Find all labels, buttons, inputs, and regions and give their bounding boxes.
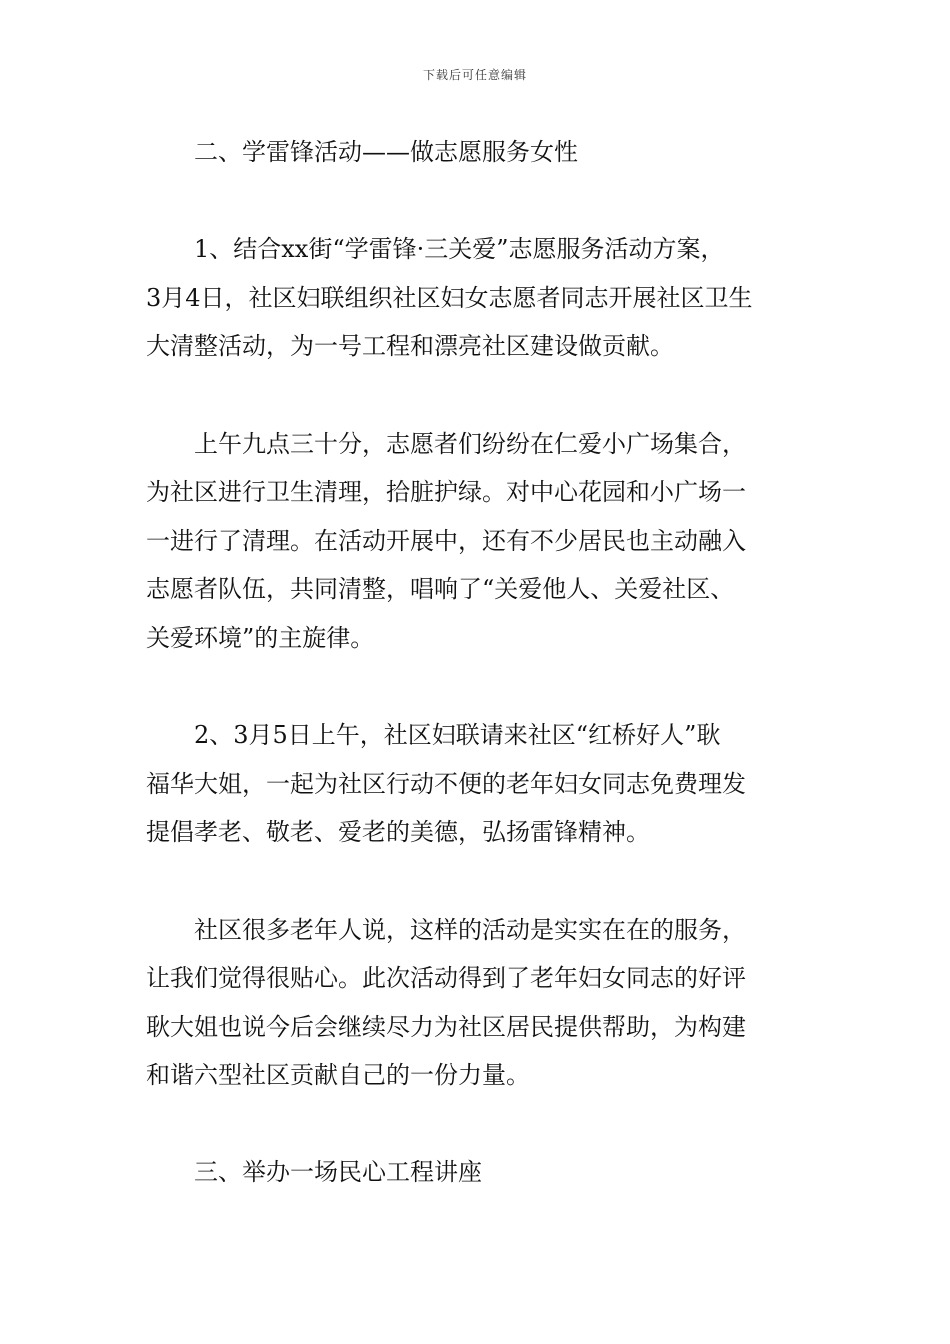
- paragraph-4-line-1: 社区很多老年人说，这样的活动是实实在在的服务，: [146, 915, 746, 944]
- section-heading-2: 二、学雷锋活动——做志愿服务女性: [194, 138, 578, 166]
- paragraph-4-line-4: 和谐六型社区贡献自己的一份力量。: [146, 1061, 530, 1090]
- paragraph-3-line-2: 福华大姐，一起为社区行动不便的老年妇女同志免费理发: [146, 769, 746, 798]
- paragraph-2-line-4: 志愿者队伍，共同清整，唱响了“关爱他人、关爱社区、: [146, 575, 735, 604]
- paragraph-2-line-1: 上午九点三十分，志愿者们纷纷在仁爱小广场集合，: [146, 429, 746, 458]
- paragraph-4: [146, 906, 836, 1100]
- paragraph-2: [146, 420, 836, 663]
- paragraph-4-line-2: 让我们觉得很贴心。此次活动得到了老年妇女同志的好评: [146, 964, 746, 993]
- document-body: [146, 128, 836, 1246]
- paragraph-3: [146, 711, 836, 857]
- paragraph-2-line-2: 为社区进行卫生清理，拾脏护绿。对中心花园和小广场一: [146, 478, 746, 507]
- paragraph-1-line-2: 3月4日，社区妇联组织社区妇女志愿者同志开展社区卫生: [146, 283, 753, 312]
- paragraph-3-line-1: 2、3月5日上午，社区妇联请来社区“红桥好人”耿: [146, 721, 721, 750]
- section-heading-3: 三、举办一场民心工程讲座: [194, 1158, 482, 1187]
- page-header: 下载后可任意编辑: [422, 68, 527, 82]
- paragraph-3-line-3: 提倡孝老、敬老、爱老的美德，弘扬雷锋精神。: [146, 818, 650, 847]
- paragraph-2-line-3: 一进行了清理。在活动开展中，还有不少居民也主动融入: [146, 526, 746, 555]
- paragraph-4-line-3: 耿大姐也说今后会继续尽力为社区居民提供帮助，为构建: [146, 1012, 746, 1041]
- paragraph-2-line-5: 关爱环境”的主旋律。: [146, 623, 375, 652]
- paragraph-1-line-1: 1、结合xx街“学雷锋·三关爱”志愿服务活动方案，: [146, 235, 725, 264]
- paragraph-1-line-3: 大清整活动，为一号工程和漂亮社区建设做贡献。: [146, 332, 674, 361]
- paragraph-1: [146, 225, 836, 371]
